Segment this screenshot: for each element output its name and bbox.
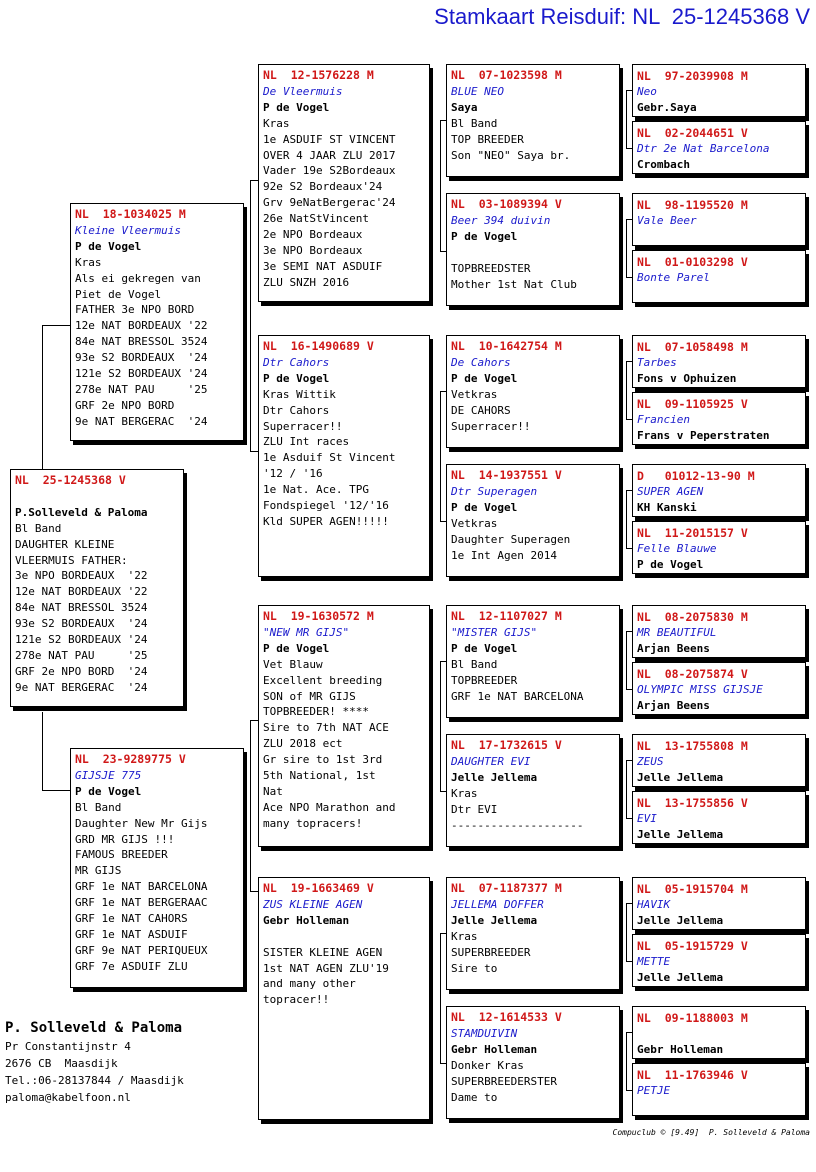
pigeon-owner: Gebr.Saya: [637, 101, 697, 114]
pigeon-owner: Saya: [451, 100, 478, 114]
pigeon-name: DAUGHTER EVI: [451, 754, 531, 768]
ring-number: NL 13-1755856 V: [637, 796, 748, 810]
ring-number: NL 12-1614533 V: [451, 1010, 562, 1024]
pedigree-line: Kras Wittik: [263, 387, 336, 401]
great-grandparent-card-7[interactable]: [446, 877, 620, 990]
pedigree-line: FATHER 3e NPO BORD: [75, 303, 195, 317]
pigeon-owner: P de Vogel: [451, 371, 518, 385]
ring-number: NL 12-1107027 M: [451, 609, 562, 623]
pedigree-line: GRF 2e NPO BORD: [75, 398, 175, 412]
ring-number: NL 11-2015157 V: [637, 526, 748, 540]
pedigree-line: Daughter Superagen: [451, 532, 571, 546]
pigeon-name: "NEW MR GIJS": [263, 625, 350, 639]
pedigree-line: 2e NPO Bordeaux: [263, 228, 363, 242]
pigeon-name: BLUE NEO: [451, 84, 504, 98]
great-grandparent-card-2[interactable]: [446, 193, 620, 306]
pedigree-line: Fondspiegel '12/'16: [263, 499, 389, 513]
ancestor-card-9[interactable]: [632, 605, 806, 658]
pigeon-owner: P de Vogel: [451, 229, 518, 243]
pedigree-line: Daughter New Mr Gijs: [75, 816, 208, 830]
ring-number: NL 03-1089394 V: [451, 197, 562, 211]
pigeon-name: Neo: [637, 85, 657, 98]
pigeon-owner: Gebr Holleman: [263, 913, 350, 927]
pedigree-line: DE CAHORS: [451, 403, 511, 417]
pedigree-line: Als ei gekregen van: [75, 271, 201, 285]
grandparent-card-1[interactable]: [258, 64, 430, 302]
great-grandparent-card-5[interactable]: [446, 605, 620, 718]
pedigree-line: Kld SUPER AGEN!!!!!: [263, 514, 389, 528]
pedigree-line: [263, 929, 425, 945]
breeder-block: [5, 1018, 184, 1106]
ring-number: NL 07-1023598 M: [451, 68, 562, 82]
pedigree-line: '12 / '16: [263, 467, 323, 481]
pedigree-line: Nat: [263, 784, 283, 798]
ancestor-card-7[interactable]: [632, 464, 806, 517]
ring-number: NL 19-1630572 M: [263, 609, 374, 623]
pedigree-line: TOPBREEDER! ****: [263, 705, 369, 719]
ring-number: NL 07-1058498 M: [637, 340, 748, 354]
pedigree-line: GRF 1e NAT CAHORS: [75, 912, 188, 926]
subject-owner: P.Solleveld & Paloma: [15, 505, 148, 519]
pedigree-line: Bl Band: [75, 800, 122, 814]
pedigree-line: ZLU Int races: [263, 435, 350, 449]
ancestor-card-14[interactable]: [632, 934, 806, 987]
ring-number: NL 01-0103298 V: [637, 255, 748, 269]
pedigree-line: TOP BREEDER: [451, 132, 524, 146]
ring-number: NL 02-2044651 V: [637, 126, 748, 140]
pedigree-line: 1e ASDUIF ST VINCENT: [263, 132, 396, 146]
pedigree-line: MR GIJS: [75, 864, 122, 878]
pedigree-line: Superracer!!: [451, 419, 531, 433]
pigeon-name: De Vleermuis: [263, 84, 343, 98]
pigeon-owner: P de Vogel: [263, 100, 330, 114]
pedigree-line: Sire to: [451, 961, 498, 975]
father-owner: P de Vogel: [75, 239, 142, 253]
ancestor-card-10[interactable]: [632, 662, 806, 715]
pedigree-line: GRF 7e ASDUIF ZLU: [75, 959, 188, 973]
pedigree-line: Vetkras: [451, 516, 498, 530]
pigeon-name: Vale Beer: [637, 214, 697, 227]
pedigree-line: 93e S2 BORDEAUX '24: [75, 351, 208, 365]
pedigree-line: Ace NPO Marathon and: [263, 800, 396, 814]
pigeon-owner: Gebr Holleman: [637, 1043, 724, 1056]
pedigree-line: Excellent breeding: [263, 673, 383, 687]
pedigree-line: [451, 245, 615, 261]
pedigree-line: 84e NAT BRESSOL 3524: [75, 335, 208, 349]
father-ring: NL 18-1034025 M: [75, 207, 186, 221]
breeder-city: 2676 CB Maasdijk: [5, 1057, 118, 1070]
pigeon-name: JELLEMA DOFFER: [451, 897, 544, 911]
ring-number: NL 13-1755808 M: [637, 739, 748, 753]
mother-name: GIJSJE 775: [75, 768, 142, 782]
pigeon-name: Dtr 2e Nat Barcelona: [637, 142, 770, 155]
pedigree-line: 26e NatStVincent: [263, 212, 369, 226]
subject-spacer: [15, 489, 179, 505]
pedigree-line: 3e SEMI NAT ASDUIF: [263, 259, 383, 273]
pedigree-line: 12e NAT BORDEAUX '22: [75, 319, 208, 333]
pedigree-line: many topracers!: [263, 816, 363, 830]
pedigree-line: Kras: [451, 786, 478, 800]
ancestor-card-2[interactable]: [632, 121, 806, 174]
pigeon-owner: Arjan Beens: [637, 699, 710, 712]
pedigree-line: Kras: [263, 116, 290, 130]
pigeon-owner: Jelle Jellema: [451, 770, 538, 784]
subject-ring: NL 25-1245368 V: [15, 473, 126, 487]
page-title: Stamkaart Reisduif: NL 25-1245368 V: [434, 4, 810, 29]
pedigree-line: GRF 1e NAT BERGERAAC: [75, 896, 208, 910]
pigeon-owner: P de Vogel: [263, 371, 330, 385]
pedigree-line: DAUGHTER KLEINE: [15, 537, 115, 551]
pigeon-name: SUPER AGEN: [637, 485, 704, 498]
pedigree-line: Dtr EVI: [451, 802, 498, 816]
ancestor-card-16[interactable]: [632, 1063, 806, 1116]
pedigree-line: Superracer!!: [263, 419, 343, 433]
ring-number: NL 14-1937551 V: [451, 468, 562, 482]
pedigree-line: ZLU SNZH 2016: [263, 275, 350, 289]
pedigree-line: 92e S2 Bordeaux'24: [263, 180, 383, 194]
ring-number: NL 05-1915704 M: [637, 882, 748, 896]
pedigree-line: GRF 1e NAT BARCELONA: [451, 689, 584, 703]
ring-number: NL 09-1188003 M: [637, 1011, 748, 1025]
subject-card[interactable]: [10, 469, 184, 707]
great-grandparent-card-6[interactable]: [446, 734, 620, 847]
pedigree-line: and many other: [263, 977, 356, 991]
pedigree-line: OVER 4 JAAR ZLU 2017: [263, 148, 396, 162]
pedigree-line: Piet de Vogel: [75, 287, 162, 301]
pedigree-line: Donker Kras: [451, 1058, 524, 1072]
pigeon-owner: [637, 1099, 801, 1115]
pedigree-line: Kras: [75, 255, 102, 269]
pedigree-line: TOPBREEDER: [451, 673, 518, 687]
pedigree-line: 12e NAT BORDEAUX '22: [15, 585, 148, 599]
pedigree-line: Dame to: [451, 1090, 498, 1104]
pigeon-name: PETJE: [637, 1084, 671, 1097]
pigeon-name: Francien: [637, 413, 690, 426]
pedigree-line: FAMOUS BREEDER: [75, 848, 168, 862]
ancestor-card-6[interactable]: [632, 392, 806, 445]
footer-credit: Compuclub © [9.49] P. Solleveld & Paloma: [612, 1128, 810, 1137]
ancestor-card-4[interactable]: [632, 250, 806, 303]
mother-card[interactable]: [70, 748, 244, 988]
pedigree-line: SUPERBREEDER: [451, 945, 531, 959]
great-grandparent-card-4[interactable]: [446, 464, 620, 577]
pedigree-line: Gr sire to 1st 3rd: [263, 753, 383, 767]
pedigree-line: 1st NAT AGEN ZLU'19: [263, 961, 389, 975]
ring-number: NL 10-1642754 M: [451, 339, 562, 353]
pedigree-line: Bl Band: [451, 116, 498, 130]
pedigree-line: Kras: [451, 929, 478, 943]
ring-number: NL 16-1490689 V: [263, 339, 374, 353]
breeder-email[interactable]: paloma@kabelfoon.nl: [5, 1091, 131, 1104]
pigeon-name: [637, 1026, 801, 1042]
pedigree-line: GRF 9e NAT PERIQUEUX: [75, 943, 208, 957]
pedigree-line: Grv 9eNatBergerac'24: [263, 196, 396, 210]
ancestor-card-11[interactable]: [632, 734, 806, 787]
pigeon-name: Bonte Parel: [637, 271, 710, 284]
ancestor-card-1[interactable]: [632, 64, 806, 117]
ring-number: NL 05-1915729 V: [637, 939, 748, 953]
father-card[interactable]: [70, 203, 244, 441]
pigeon-name: Dtr Cahors: [263, 355, 330, 369]
pigeon-name: Felle Blauwe: [637, 542, 717, 555]
ring-number: NL 08-2075874 V: [637, 667, 748, 681]
pedigree-line: Vetkras: [451, 387, 498, 401]
pedigree-line: GRF 2e NPO BORD '24: [15, 664, 148, 678]
pigeon-name: EVI: [637, 812, 657, 825]
breeder-address: Pr Constantijnstr 4: [5, 1040, 131, 1053]
pigeon-name: HAVIK: [637, 898, 671, 911]
pedigree-line: Mother 1st Nat Club: [451, 277, 577, 291]
pedigree-line: TOPBREEDSTER: [451, 261, 531, 275]
pigeon-owner: Arjan Beens: [637, 642, 710, 655]
ring-number: NL 09-1105925 V: [637, 397, 748, 411]
pedigree-line: 84e NAT BRESSOL 3524: [15, 601, 148, 615]
great-grandparent-card-1[interactable]: [446, 64, 620, 177]
pigeon-owner: Jelle Jellema: [637, 771, 724, 784]
pedigree-line: Dtr Cahors: [263, 403, 330, 417]
grandparent-card-2[interactable]: [258, 335, 430, 577]
ring-number: NL 97-2039908 M: [637, 69, 748, 83]
pedigree-line: 93e S2 BORDEAUX '24: [15, 617, 148, 631]
pedigree-line: Sire to 7th NAT ACE: [263, 721, 389, 735]
breeder-phone: Tel.:06-28137844 / Maasdijk: [5, 1074, 184, 1087]
pedigree-line: 121e S2 BORDEAUX '24: [15, 633, 148, 647]
pigeon-owner: P de Vogel: [451, 500, 518, 514]
pigeon-owner: Fons v Ophuizen: [637, 372, 737, 385]
pigeon-owner: Crombach: [637, 158, 690, 171]
pigeon-owner: P de Vogel: [263, 641, 330, 655]
pedigree-line: 1e Asduif St Vincent: [263, 451, 396, 465]
ring-number: NL 07-1187377 M: [451, 881, 562, 895]
ancestor-card-5[interactable]: [632, 335, 806, 388]
pedigree-line: Bl Band: [15, 521, 62, 535]
pigeon-owner: Jelle Jellema: [451, 913, 538, 927]
pedigree-line: GRD MR GIJS !!!: [75, 832, 175, 846]
pedigree-line: 1e Nat. Ace. TPG: [263, 483, 369, 497]
pigeon-owner: [637, 286, 801, 302]
ancestor-card-13[interactable]: [632, 877, 806, 930]
pedigree-line: VLEERMUIS FATHER:: [15, 553, 128, 567]
pedigree-line: SISTER KLEINE AGEN: [263, 945, 383, 959]
pigeon-name: ZEUS: [637, 755, 664, 768]
ring-number: NL 17-1732615 V: [451, 738, 562, 752]
father-name: Kleine Vleermuis: [75, 223, 181, 237]
pigeon-owner: Jelle Jellema: [637, 971, 724, 984]
pigeon-name: MR BEAUTIFUL: [637, 626, 717, 639]
pedigree-line: ZLU 2018 ect: [263, 737, 343, 751]
pigeon-owner: [637, 229, 801, 245]
pedigree-line: 3e NPO Bordeaux: [263, 243, 363, 257]
pigeon-name: Beer 394 duivin: [451, 213, 551, 227]
pedigree-line: GRF 1e NAT BARCELONA: [75, 880, 208, 894]
pigeon-name: STAMDUIVIN: [451, 1026, 518, 1040]
pigeon-owner: KH Kanski: [637, 501, 697, 514]
pigeon-name: Dtr Superagen: [451, 484, 538, 498]
pedigree-line: 3e NPO BORDEAUX '22: [15, 569, 148, 583]
pedigree-line: 5th National, 1st: [263, 769, 376, 783]
mother-owner: P de Vogel: [75, 784, 142, 798]
pedigree-line: 9e NAT BERGERAC '24: [15, 680, 148, 694]
pedigree-line: SON of MR GIJS: [263, 689, 356, 703]
pigeon-owner: Jelle Jellema: [637, 828, 724, 841]
pigeon-name: "MISTER GIJS": [451, 625, 538, 639]
pigeon-owner: Gebr Holleman: [451, 1042, 538, 1056]
grandparent-card-4[interactable]: [258, 877, 430, 1120]
pedigree-line: Son "NEO" Saya br.: [451, 148, 571, 162]
pigeon-owner: Jelle Jellema: [637, 914, 724, 927]
pigeon-name: Tarbes: [637, 356, 677, 369]
pedigree-line: SUPERBREEDERSTER: [451, 1074, 557, 1088]
ring-number: NL 19-1663469 V: [263, 881, 374, 895]
great-grandparent-card-8[interactable]: [446, 1006, 620, 1119]
pedigree-line: Vet Blauw: [263, 657, 323, 671]
pigeon-owner: P de Vogel: [637, 558, 704, 571]
ancestor-card-15[interactable]: [632, 1006, 806, 1059]
pedigree-line: Bl Band: [451, 657, 498, 671]
pigeon-name: METTE: [637, 955, 671, 968]
pigeon-name: OLYMPIC MISS GIJSJE: [637, 683, 763, 696]
pedigree-line: 1e Int Agen 2014: [451, 548, 557, 562]
pedigree-line: 278e NAT PAU '25: [75, 382, 208, 396]
pedigree-line: 9e NAT BERGERAC '24: [75, 414, 208, 428]
great-grandparent-card-3[interactable]: [446, 335, 620, 448]
ancestor-card-8[interactable]: [632, 521, 806, 574]
breeder-name: P. Solleveld & Paloma: [5, 1020, 183, 1036]
mother-ring: NL 23-9289775 V: [75, 752, 186, 766]
ring-number: NL 11-1763946 V: [637, 1068, 748, 1082]
ring-number: D 01012-13-90 M: [637, 469, 755, 483]
pedigree-line: --------------------: [451, 818, 584, 832]
pedigree-line: 121e S2 BORDEAUX '24: [75, 367, 208, 381]
ring-number: NL 98-1195520 M: [637, 198, 748, 212]
ancestor-card-12[interactable]: [632, 791, 806, 844]
connector-subject-mother: [42, 712, 71, 791]
pigeon-owner: Frans v Peperstraten: [637, 429, 770, 442]
ring-number: NL 12-1576228 M: [263, 68, 374, 82]
pedigree-line: Vader 19e S2Bordeaux: [263, 164, 396, 178]
pigeon-owner: P de Vogel: [451, 641, 518, 655]
connector-subject-father: [42, 325, 71, 469]
ancestor-card-3[interactable]: [632, 193, 806, 246]
pedigree-line: GRF 1e NAT ASDUIF: [75, 927, 188, 941]
pigeon-name: ZUS KLEINE AGEN: [263, 897, 363, 911]
ring-number: NL 08-2075830 M: [637, 610, 748, 624]
pigeon-name: De Cahors: [451, 355, 511, 369]
pedigree-line: 278e NAT PAU '25: [15, 648, 148, 662]
pedigree-line: topracer!!: [263, 993, 330, 1007]
grandparent-card-3[interactable]: [258, 605, 430, 847]
